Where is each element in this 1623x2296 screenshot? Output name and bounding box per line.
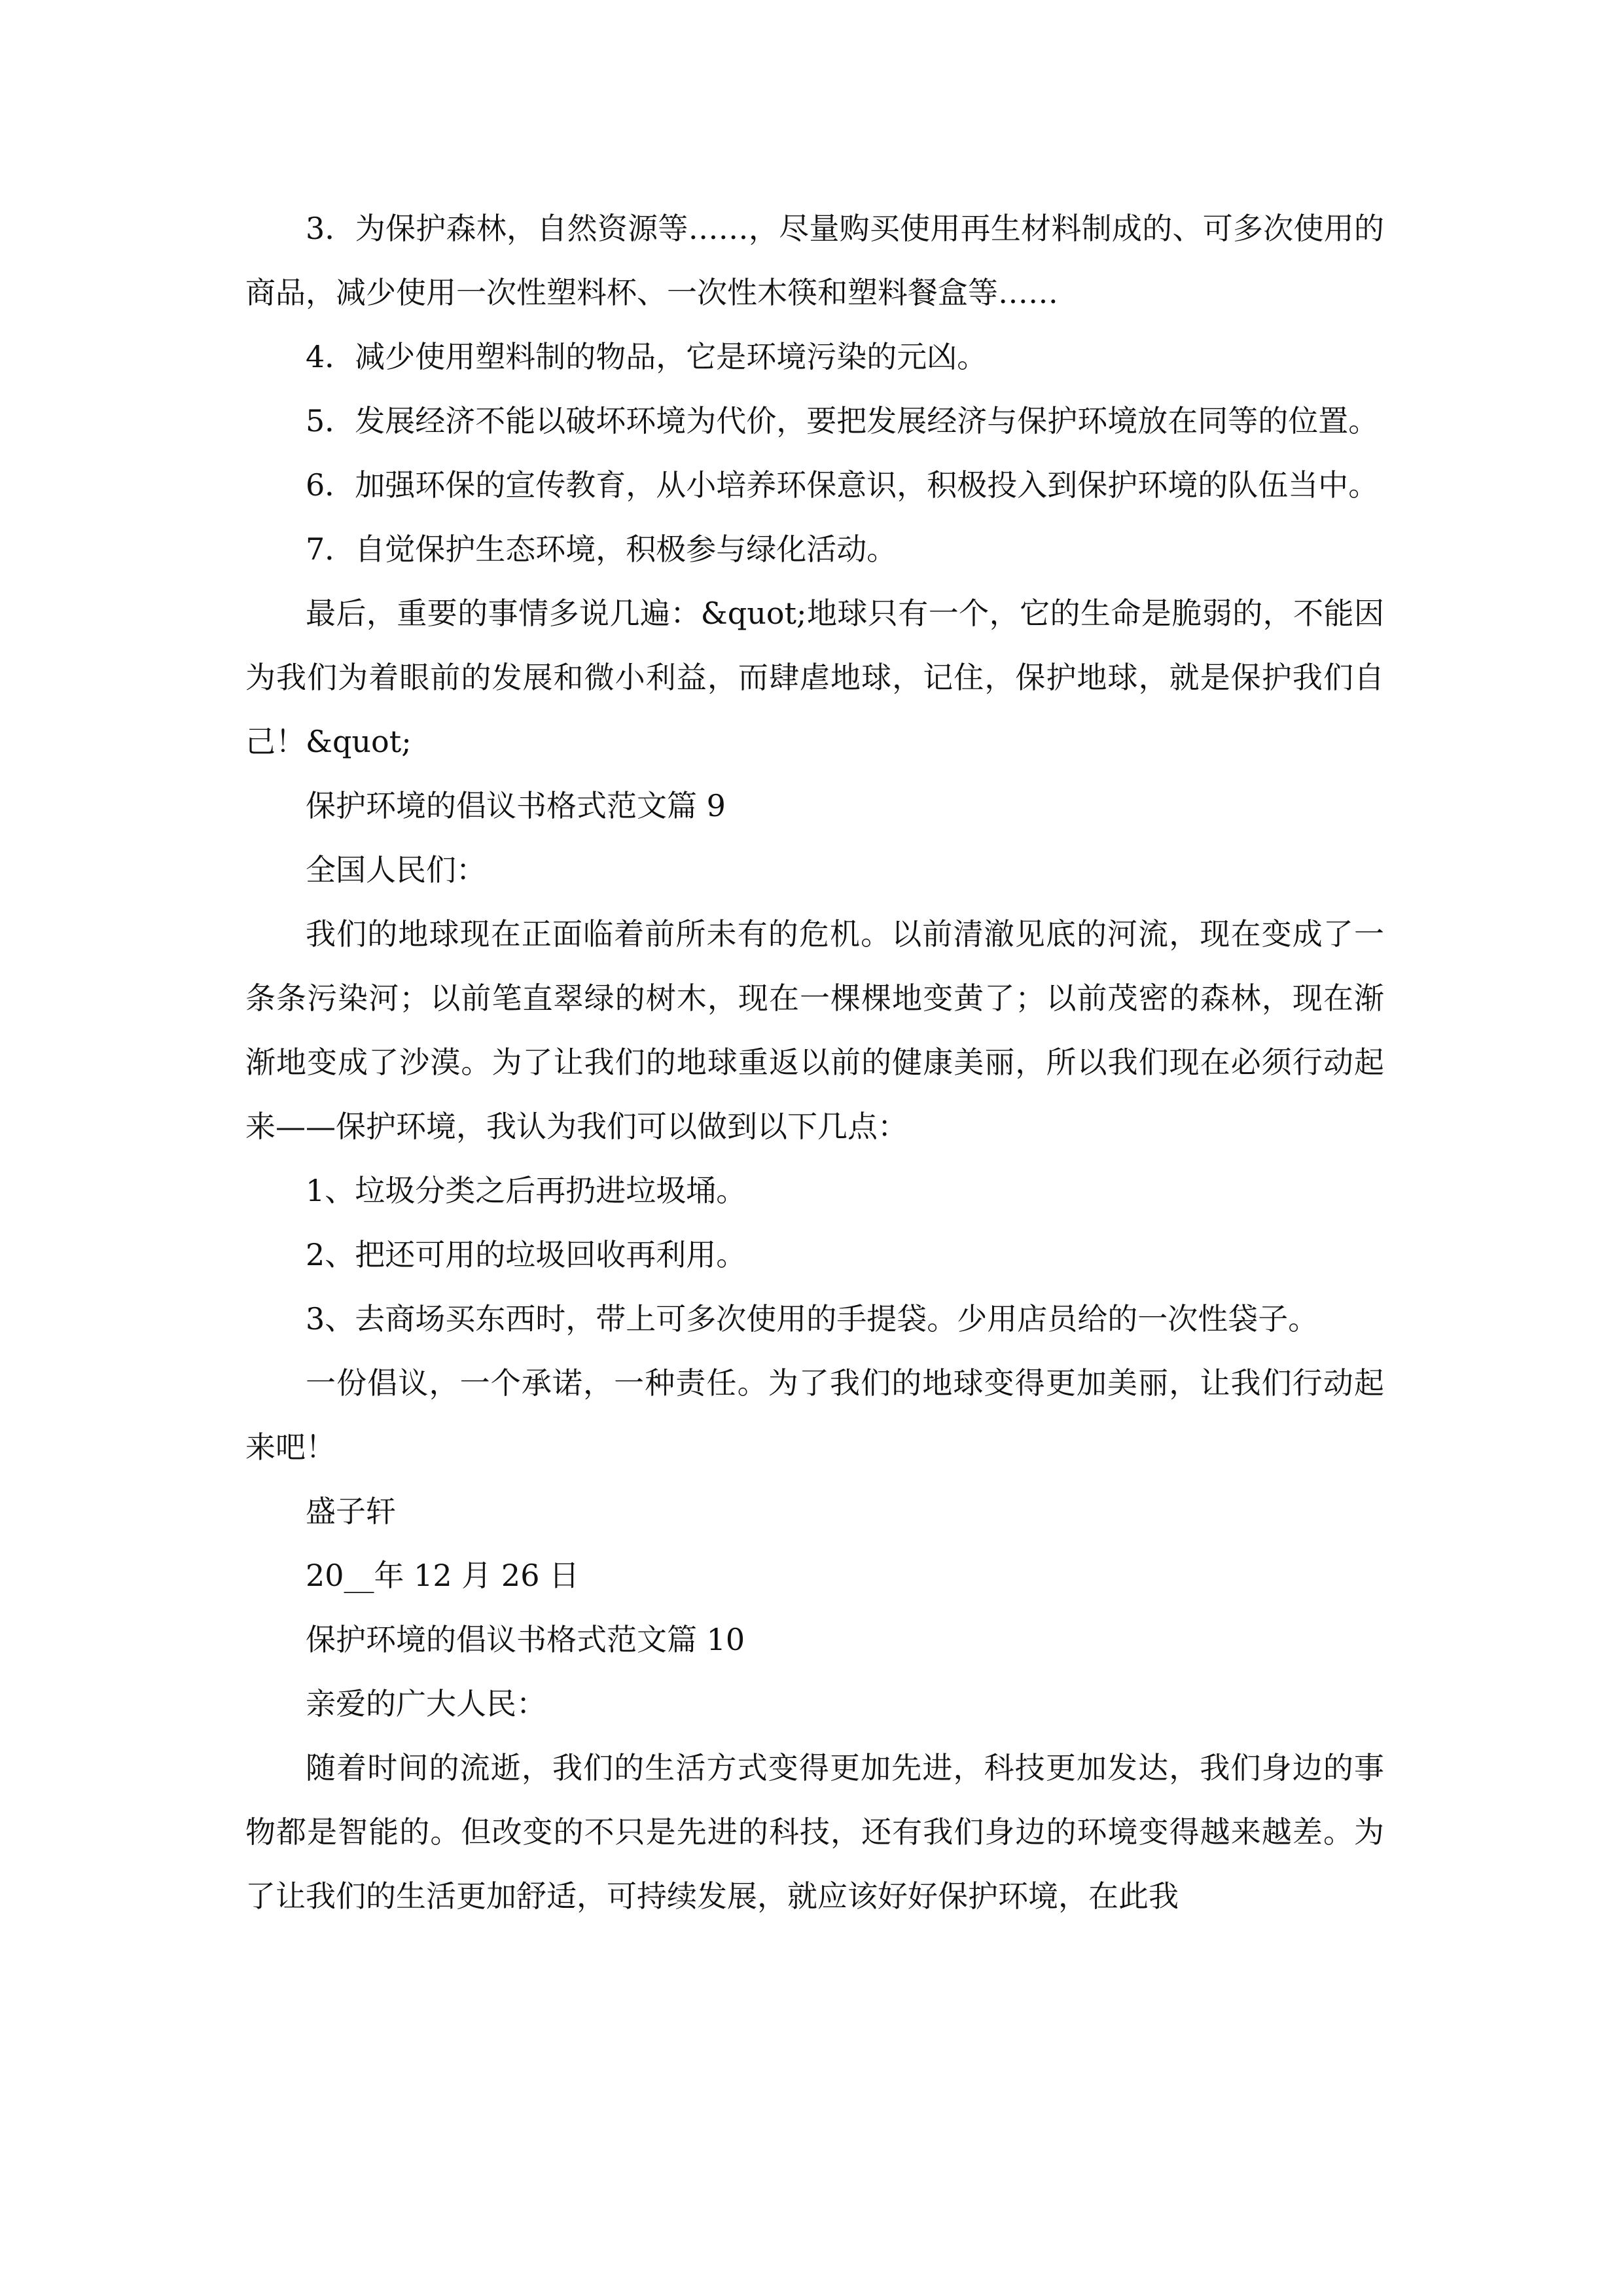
paragraph-intro-9: 我们的地球现在正面临着前所未有的危机。以前清澈见底的河流，现在变成了一条条污染河；以前笔直翠绿的树木，现在一棵棵地变黄了；以前茂密的森林，现在渐渐地变成了沙漠。为了让我们的地球重返以前的健康美丽，所以我们现在必须行动起来——保护环境，我认为我们可以做到以下几点：: [245, 916, 1384, 1144]
paragraph-call-to-action: 一份倡议，一个承诺，一种责任。为了我们的地球变得更加美丽，让我们行动起来吧！: [245, 1365, 1384, 1465]
paragraph-item-4: 4．减少使用塑料制的物品，它是环境污染的元凶。: [306, 339, 988, 374]
paragraph-intro-10: 随着时间的流逝，我们的生活方式变得更加先进，科技更加发达，我们身边的事物都是智能的。但改变的不只是先进的科技，还有我们身边的环境变得越来越差。为了让我们的生活更加舒适，可持续发展，就应该好好保护环境，在此我: [245, 1750, 1384, 1914]
salutation-10: 亲爱的广大人民：: [306, 1686, 546, 1721]
section-title-10: 保护环境的倡议书格式范文篇 10: [306, 1622, 745, 1657]
salutation-9: 全国人民们：: [306, 852, 486, 888]
list-item-2: 2、把还可用的垃圾回收再利用。: [306, 1237, 747, 1272]
list-item-1: 1、垃圾分类之后再扔进垃圾埇。: [306, 1173, 747, 1208]
list-item-3: 3、去商场买东西时，带上可多次使用的手提袋。少用店员给的一次性袋子。: [306, 1301, 1319, 1336]
paragraph-item-3: 3．为保护森林，自然资源等……，尽量购买使用再生材料制成的、可多次使用的商品，减少使用一次性塑料杯、一次性木筷和塑料餐盒等……: [245, 211, 1384, 310]
signature-date: 20__年 12 月 26 日: [306, 1558, 580, 1593]
paragraph-closing: 最后，重要的事情多说几遍：&quot;地球只有一个，它的生命是脆弱的，不能因为我们为着眼前的发展和微小利益，而肆虐地球，记住，保护地球，就是保护我们自己！&quot;: [245, 596, 1384, 759]
paragraph-item-5: 5．发展经济不能以破坏环境为代价，要把发展经济与保护环境放在同等的位置。: [306, 403, 1379, 439]
signature-name: 盛子轩: [306, 1494, 396, 1529]
paragraph-item-6: 6．加强环保的宣传教育，从小培养环保意识，积极投入到保护环境的队伍当中。: [306, 467, 1379, 503]
section-title-9: 保护环境的倡议书格式范文篇 9: [306, 788, 726, 823]
paragraph-item-7: 7．自觉保护生态环境，积极参与绿化活动。: [306, 531, 897, 567]
document-page: [245, 196, 1384, 1928]
